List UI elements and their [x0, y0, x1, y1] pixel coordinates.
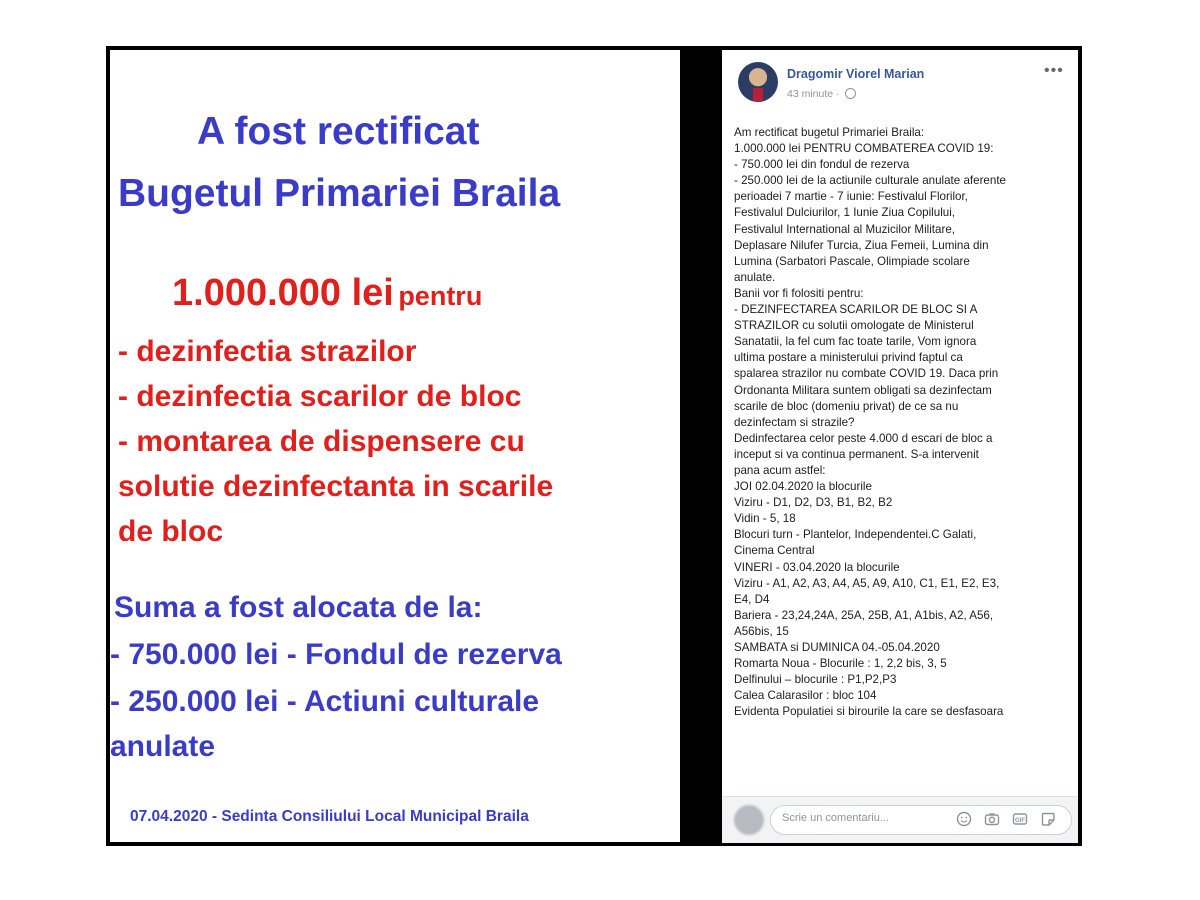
- post-text-line: anulate.: [734, 270, 776, 284]
- poster-source-2-line1: - 250.000 lei - Actiuni culturale: [110, 685, 540, 718]
- post-text-line: Viziru - A1, A2, A3, A4, A5, A9, A10, C1, E1, E2, E3,: [734, 576, 1000, 590]
- emoji-icon[interactable]: [956, 811, 972, 827]
- post-timestamp[interactable]: 43 minute: [787, 88, 834, 100]
- post-text-line: Lumina (Sarbatori Pascale, Olimpiade scolare: [734, 254, 970, 268]
- commenter-avatar: [734, 805, 764, 835]
- post-timestamp-row: 43 minute ·: [787, 88, 856, 100]
- post-text-line: inceput si va continua permanent. S-a intervenit: [734, 447, 979, 461]
- comment-placeholder: Scrie un comentariu...: [782, 812, 889, 824]
- poster-source-2-line2: anulate: [110, 730, 216, 763]
- poster-item-1: - dezinfectia strazilor: [118, 335, 417, 368]
- post-text-line: Cinema Central: [734, 544, 815, 558]
- post-text-line: perioadei 7 martie - 7 iunie: Festivalul Florilor,: [734, 190, 968, 204]
- post-text-line: spalarea strazilor nu combate COVID 19. Daca prin: [734, 367, 999, 381]
- poster-amount-line: [172, 272, 482, 315]
- poster-item-3-line3: de bloc: [118, 515, 224, 548]
- post-text-line: 1.000.000 lei PENTRU COMBATEREA COVID 19:: [734, 142, 994, 156]
- post-text-line: Evidenta Populatiei si birourile la care se desfasoara: [734, 705, 1004, 719]
- post-text-line: pana acum astfel:: [734, 463, 826, 477]
- poster-title-line2: Bugetul Primariei Braila: [118, 172, 561, 215]
- post-text-line: - DEZINFECTAREA SCARILOR DE BLOC SI A: [734, 303, 978, 317]
- post-text-line: VINERI - 03.04.2020 la blocurile: [734, 560, 900, 574]
- post-text-line: - 750.000 lei din fondul de rezerva: [734, 158, 910, 172]
- poster-footer: 07.04.2020 - Sedinta Consiliului Local Municipal Braila: [130, 808, 529, 825]
- post-author-name[interactable]: Dragomir Viorel Marian: [787, 67, 925, 81]
- author-avatar[interactable]: [738, 62, 778, 102]
- post-text-line: STRAZILOR cu solutii omologate de Ministerul: [734, 319, 974, 333]
- camera-icon[interactable]: [984, 811, 1000, 827]
- announcement-poster: [110, 50, 680, 842]
- poster-item-3-line1: - montarea de dispensere cu: [118, 425, 525, 458]
- post-text-line: Vidin - 5, 18: [734, 512, 796, 526]
- poster-source-1: - 750.000 lei - Fondul de rezerva: [110, 638, 562, 671]
- post-text-line: Delfinului – blocurile : P1,P2,P3: [734, 673, 897, 687]
- post-text-line: JOI 02.04.2020 la blocurile: [734, 480, 872, 494]
- post-text-line: ultima postare a ministerului privind faptul ca: [734, 351, 963, 365]
- post-text-line: SAMBATA si DUMINICA 04.-05.04.2020: [734, 641, 940, 654]
- svg-text:GIF: GIF: [1015, 817, 1025, 824]
- post-text: [734, 125, 1074, 720]
- post-text-line: Am rectificat bugetul Primariei Braila:: [734, 126, 925, 139]
- post-text-line: Banii vor fi folositi pentru:: [734, 286, 864, 300]
- poster-source-heading: Suma a fost alocata de la:: [114, 591, 483, 624]
- poster-amount: 1.000.000 lei: [172, 272, 394, 314]
- post-text-line: E4, D4: [734, 592, 770, 606]
- post-text-line: Deplasare Nilufer Turcia, Ziua Femeii, Lumina din: [734, 238, 989, 252]
- post-text-line: Festivalul Dulciurilor, 1 Iunie Ziua Copilului,: [734, 206, 956, 220]
- poster-title-line1: A fost rectificat: [197, 110, 480, 153]
- post-text-line: Bariera - 23,24,24A, 25A, 25B, A1, A1bis, A2, A56,: [734, 608, 994, 622]
- post-text-line: A56bis, 15: [734, 624, 789, 638]
- post-text-line: Ordonanta Militara suntem obligati sa dezinfectam: [734, 383, 992, 397]
- more-options-icon[interactable]: •••: [1044, 62, 1064, 79]
- post-text-line: - 250.000 lei de la actiunile culturale anulate aferente: [734, 174, 1006, 188]
- post-text-line: Calea Calarasilor : bloc 104: [734, 689, 877, 703]
- post-text-line: Viziru - D1, D2, D3, B1, B2, B2: [734, 496, 893, 510]
- post-text-line: Sanatatii, la fel cum fac toate tarile, Vom ignora: [734, 335, 977, 349]
- post-text-line: Dedinfectarea celor peste 4.000 d escari de bloc a: [734, 431, 993, 445]
- post-text-line: Blocuri turn - Plantelor, Independentei.C Galati,: [734, 528, 977, 542]
- gif-icon[interactable]: [1012, 811, 1028, 827]
- poster-amount-suffix: pentru: [398, 281, 483, 311]
- poster-item-3-line2: solutie dezinfectanta in scarile: [118, 470, 554, 503]
- post-text-line: dezinfectam si strazile?: [734, 415, 855, 429]
- poster-item-2: - dezinfectia scarilor de bloc: [118, 380, 522, 413]
- post-text-line: Romarta Noua - Blocurile : 1, 2,2 bis, 3, 5: [734, 657, 947, 671]
- post-text-line: Festivalul International al Muzicilor Militare,: [734, 222, 956, 236]
- globe-icon: [845, 88, 856, 99]
- post-text-line: scarile de bloc (domeniu privat) de ce sa nu: [734, 399, 959, 413]
- sticker-icon[interactable]: [1040, 811, 1056, 827]
